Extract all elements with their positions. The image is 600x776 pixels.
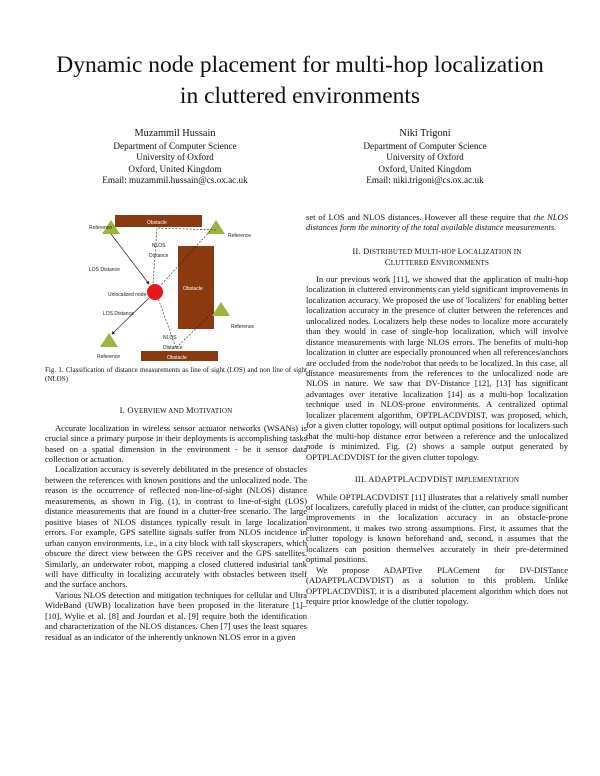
label-reference-r: Reference xyxy=(231,324,255,330)
section-1-continued: set of LOS and NLOS distances. However all these require that the NLOS distances form the minority of the total available distance measurements. xyxy=(306,212,568,233)
reference-r-icon xyxy=(212,302,230,316)
label-obstacle-right: Obstacle xyxy=(183,286,203,292)
reference-tr-icon xyxy=(207,220,225,234)
los-line-top xyxy=(111,234,149,284)
label-nlos-bottom: NLOS Distance xyxy=(163,335,183,352)
author-block-2 xyxy=(300,128,550,187)
author-email: Email: muzammil.hussain@cs.ox.ac.uk xyxy=(102,175,248,186)
figure-1 xyxy=(45,206,307,366)
label-obstacle-top: Obstacle xyxy=(147,220,167,226)
author-dept: Department of Computer Science xyxy=(363,140,487,151)
author-name: Niki Trigoni xyxy=(399,128,451,139)
label-nlos-top: NLOS Distance xyxy=(149,243,169,260)
section-1-heading: I. OVERVIEW AND MOTIVATION xyxy=(119,405,233,416)
author-univ: University of Oxford xyxy=(136,152,214,163)
reference-bl-icon xyxy=(100,333,118,347)
title-line-1: Dynamic node placement for multi-hop localization xyxy=(56,52,544,78)
author-email: Email: niki.trigoni@cs.ox.ac.uk xyxy=(366,175,484,186)
label-obstacle-bottom: Obstacle xyxy=(167,355,187,361)
author-block-1 xyxy=(50,128,300,187)
section-3-paragraph-2: We propose ADAPTive PLACement for DV-DISTance (ADAPTPLACDVDIST) as a solution to this problem. Unlike OPTPLACDVDIST, it is a distributed placement algorithm which does not require prior knowledge of the clutter topology. xyxy=(306,564,568,607)
label-los-top: LOS Distance xyxy=(89,267,120,273)
label-unlocalized-node: Unlocalized node xyxy=(108,292,147,298)
section-3-heading: III. ADAPTPLACDVDIST IMPLEMENTATION xyxy=(354,474,520,485)
section-2-paragraph-1: In our previous work [11], we showed that the application of multi-hop localization in cluttered environments can yield significant improvements in localization accuracy. We proposed the use of 'localizers' for enabling better localization accuracy in the presence of clutter between the references and unlocalized nodes. Localizers help these nodes to localize more accurately than they would in case of single-hop localization, which will involve distance measurements with large NLOS errors. The benefits of multi-hop localization in clutter are especially pronounced when all references/anchors are occluded from the node/robot that needs to be localized. In this case, all distance measurements from the references to the unlocalized node are NLOS in nature. We saw that DV-Distance [12], [13] has significant advantages over iterative localization [14] as a multi-hop localization technique used in NLOS-prone environments. A centralized optimal localizer placement algorithm, OPTPLACDVDIST, was proposed, which, for a given clutter topology, will output optimal positions for localizers such that the multi-hop distance error between a reference and the unlocalized node is minimized. Fig. (2) shows a sample output generated by OPTPLACDVDIST for the given clutter topology. xyxy=(306,273,568,462)
author-location: Oxford, United Kingdom xyxy=(128,163,222,174)
left-column xyxy=(45,206,307,642)
paper-title xyxy=(30,50,570,112)
figure-1-caption: Fig. 1. Classification of distance measurements as line of sight (LOS) and non line of sight (NLOS) xyxy=(45,366,307,383)
unlocalized-node-icon xyxy=(147,284,163,300)
label-los-bottom: LOS Distance xyxy=(103,311,134,317)
right-column xyxy=(306,212,568,607)
section-2-heading: II. DISTRIBUTED MULTI-HOP LOCALIZATION IN CLUTTERED ENVIRONMENTS xyxy=(352,245,522,267)
section-1-paragraph-1: Accurate localization in wireless sensor actuator networks (WSANs) is crucial since a primary purpose in their deployments is accomplishing tasks based on a spatial dimension in the environment - be it sensor data collection or actuation. xyxy=(45,422,307,464)
label-reference-bl: Reference xyxy=(97,354,121,360)
section-1-paragraph-3: Various NLOS detection and mitigation techniques for cellular and Ultra WideBand (UWB) localization have been proposed in the literature [1]–[10]. Wylie et al. [8] and Jourdan et al. [9] require both the identification and characterization of the NLOS distances. Chen [7] uses the least squares residual as an indicator of the inherently unknown NLOS error in a given xyxy=(45,589,307,642)
section-1-paragraph-2: Localization accuracy is severely debilitated in the presence of obstacles between the references with known positions and the unlocalized node. The reason is the occurrence of reflected non-line-of-sight (NLOS) distance measurements, as shown in Fig. (1), in contrast to line-of-sight (LOS) distance measurements that are found in a clutter-free scenario. The large positive biases of NLOS distances typically result in large localization errors. For example, GPS satellite signals suffer from NLOS incidence in urban canyon environments, i.e., in a city block with tall skyscrapers, which obscure the direct view between the GPS receiver and the GPS satellites. Similarly, an underwater robot, mapping a closed cluttered industrial tank will have difficulty in localizing accurately with obstacles between itself and the surface anchors. xyxy=(45,464,307,590)
author-name: Muzammil Hussain xyxy=(134,128,216,139)
author-location: Oxford, United Kingdom xyxy=(378,163,472,174)
author-dept: Department of Computer Science xyxy=(113,140,237,151)
title-line-2: in cluttered environments xyxy=(179,83,421,109)
label-reference-tl: Reference xyxy=(89,225,113,231)
label-reference-tr: Reference xyxy=(228,233,252,239)
author-univ: University of Oxford xyxy=(386,152,464,163)
section-3-paragraph-1: While OPTPLACDVDIST [11] illustrates that a relatively small number of localizers, carefully placed in midst of the clutter, can produce significant improvements in the localization accuracy in an obstacle-prone environment, it makes two strong assumptions. First, it assumes that the clutter topology is known beforehand and, second, it assumes that the localizers can position themselves accurately in their pre-determined optimal positions. xyxy=(306,491,568,565)
